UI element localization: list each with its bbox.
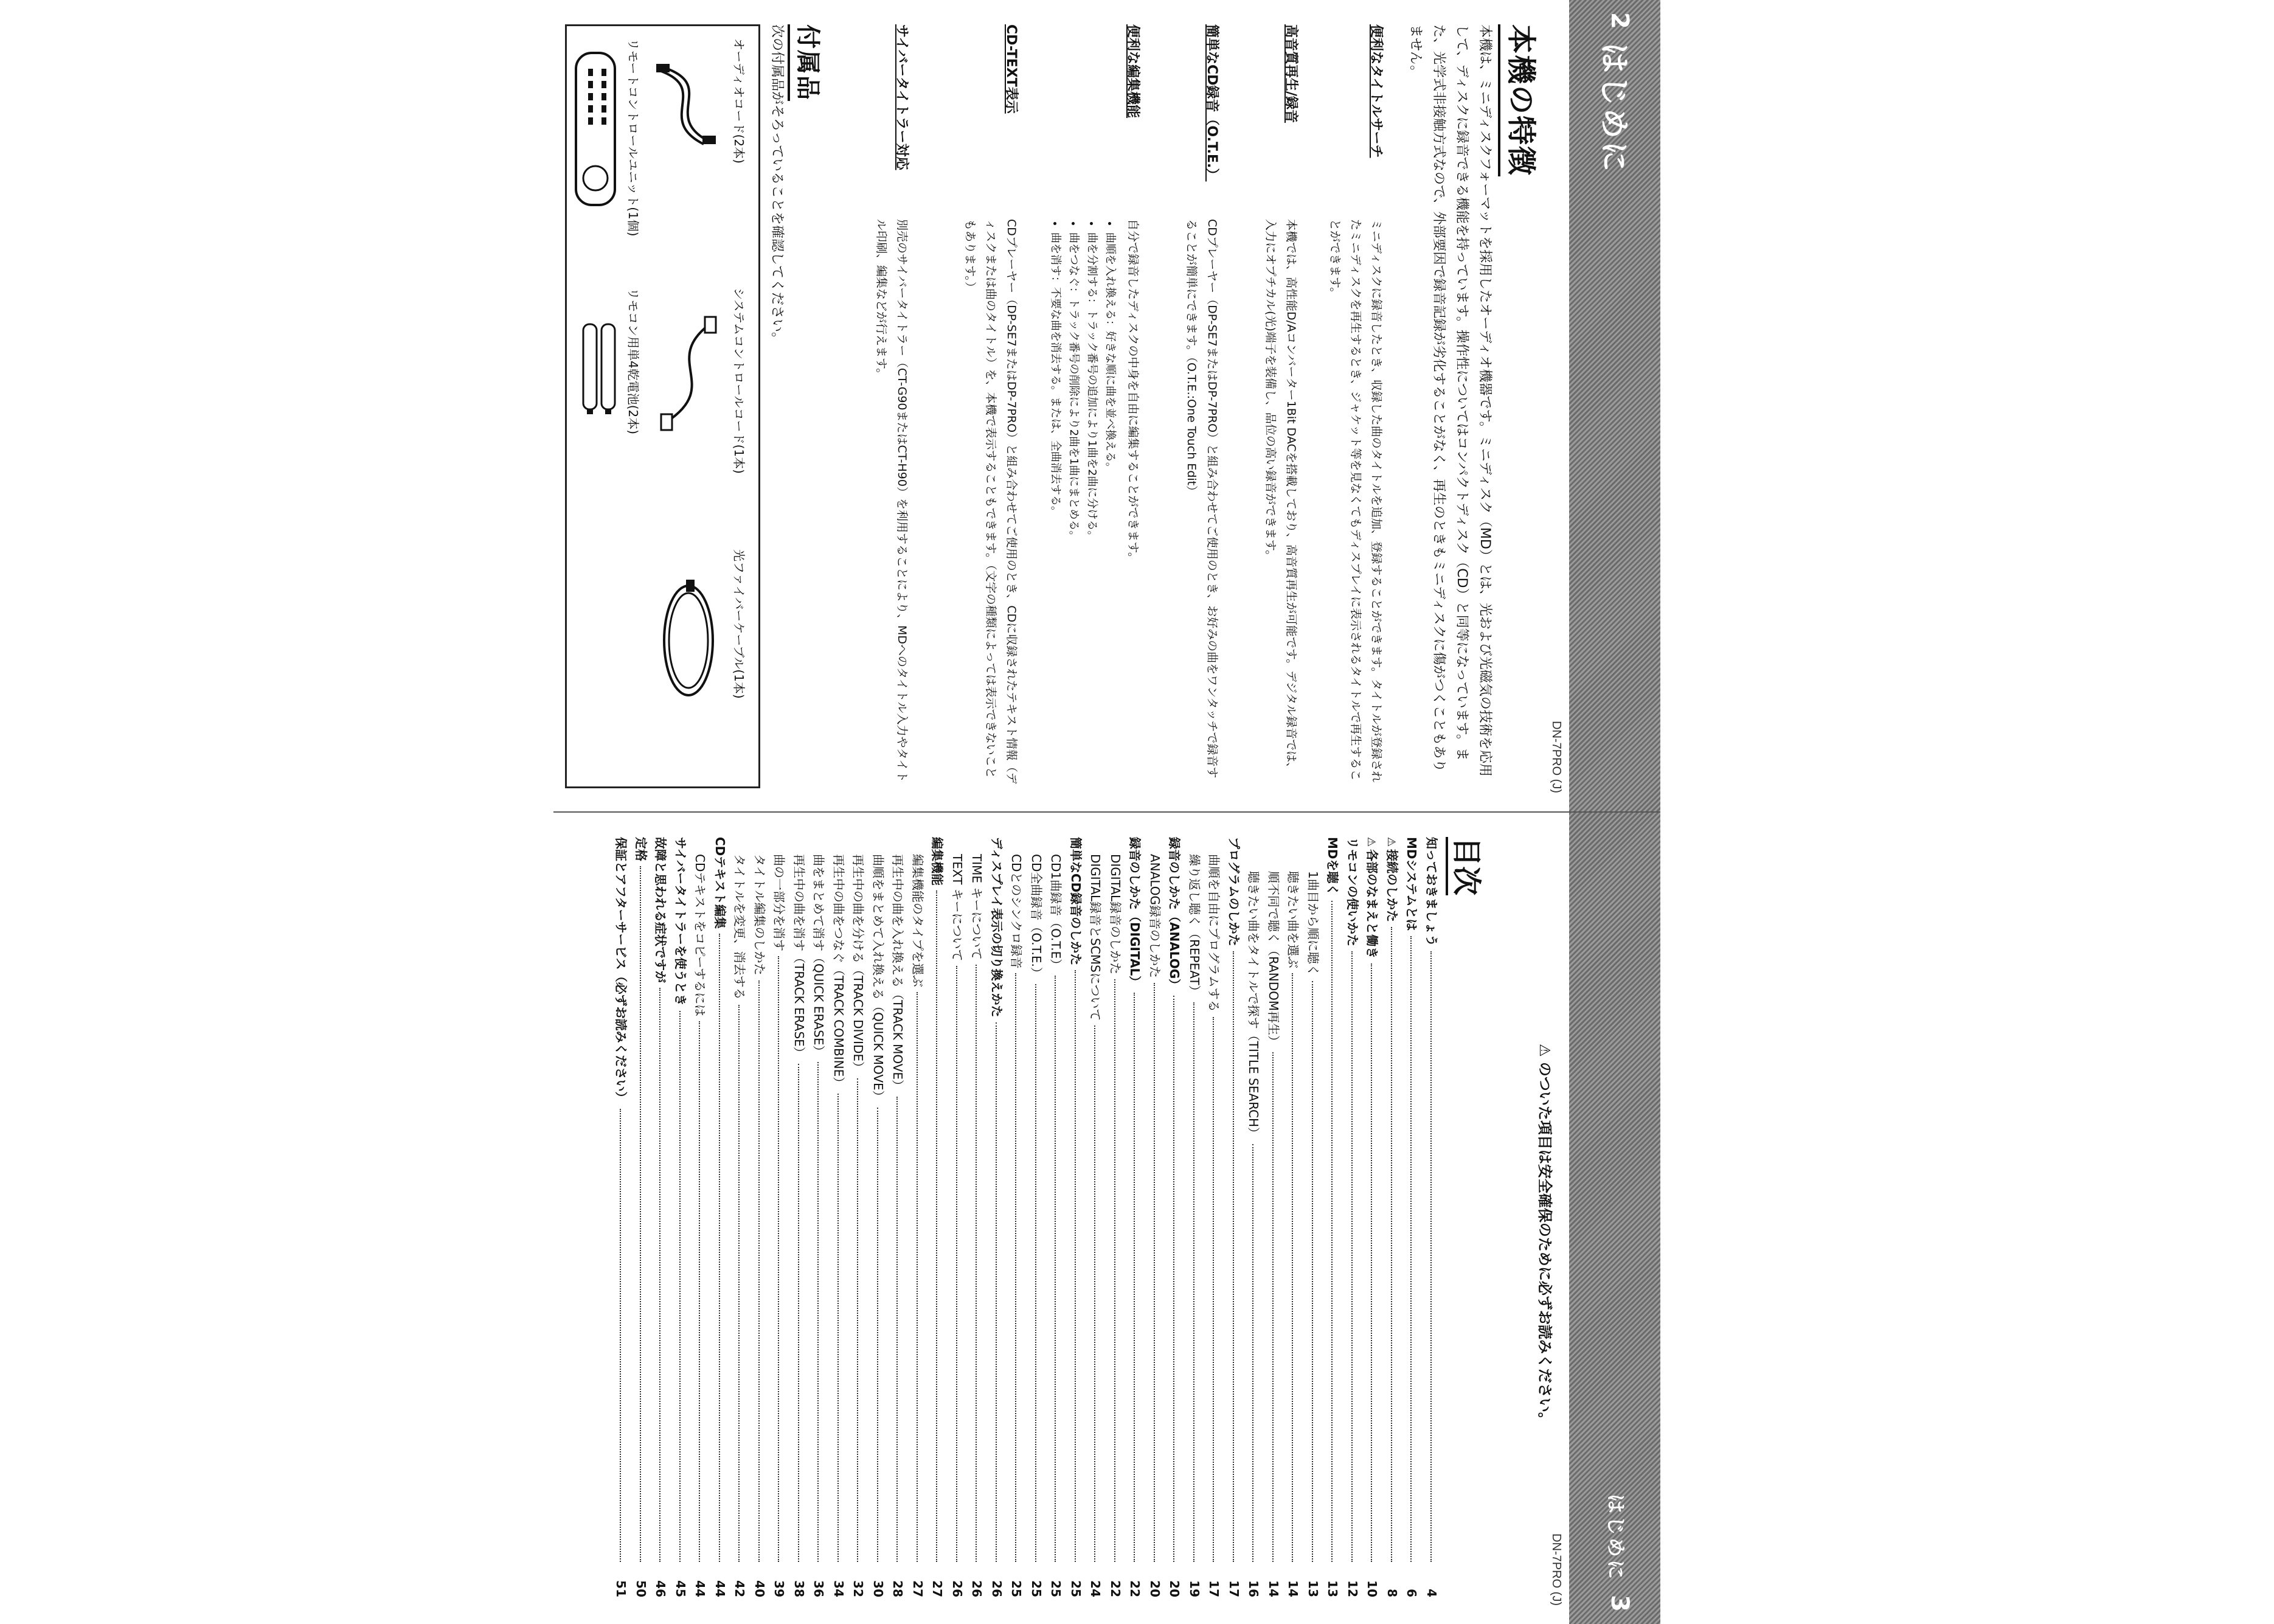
accessories-note: 次の付属品がそろっていることを確認してください。 — [769, 24, 785, 346]
toc-leader-dots — [1035, 984, 1036, 1562]
toc-label-text: 曲順を自由にプログラムする — [1207, 854, 1222, 1012]
toc-label — [1286, 837, 1303, 968]
toc-label-text: MDシステムとは — [1404, 837, 1420, 931]
toc-label-text: 順不同で聴く（RANDOM再生） — [1266, 871, 1281, 1048]
toc-label — [1325, 837, 1343, 896]
toc-label — [791, 837, 809, 1059]
feature-heading: 便利なタイトルサーチ — [1368, 24, 1384, 158]
page-header — [1569, 813, 1660, 1624]
right-page — [553, 811, 1660, 1624]
feature-text: CDプレーヤー（DP-SE7またはDP-7PRO）と組み合わせてご使用のとき、お好みの曲をワンタッチで録音することが簡単にできます。（O.T.E.:One Touch Edit） — [1185, 219, 1219, 779]
battery-icon — [577, 318, 620, 422]
toc-page-number: 19 — [1187, 1580, 1202, 1597]
section-title: 本機の特徴 — [1498, 24, 1545, 176]
toc-leader-dots — [1114, 979, 1115, 1562]
toc-page-number: 10 — [1365, 1580, 1380, 1597]
toc-label — [732, 837, 750, 1000]
toc-entry — [1283, 837, 1303, 1597]
toc-page-number: 16 — [1246, 1580, 1261, 1597]
toc-page-number: 27 — [910, 1580, 925, 1597]
toc-page-number: 12 — [1345, 1580, 1360, 1597]
toc-entry — [987, 837, 1007, 1597]
toc-leader-dots — [837, 1094, 839, 1562]
accessory-system-control-cord: システムコントロールコード(1本) — [732, 288, 746, 474]
toc-page-number: 40 — [752, 1580, 767, 1597]
toc-entry — [1422, 837, 1442, 1597]
toc-label-text: プログラムのしかた — [1227, 837, 1241, 946]
toc-label-text: 再生中の曲を消す（TRACK ERASE） — [792, 854, 806, 1059]
model-code: DN-7PRO (J) — [1550, 721, 1563, 793]
toc-leader-dots — [1075, 970, 1076, 1562]
toc-leader-dots — [956, 966, 957, 1562]
toc-entry — [1323, 837, 1343, 1597]
toc-label-text: MDを聴く — [1325, 837, 1340, 896]
toc-label — [831, 837, 848, 1089]
toc-label — [1068, 837, 1086, 965]
toc-leader-dots — [1154, 983, 1155, 1562]
toc-label — [1365, 837, 1382, 959]
page-number: 3 — [1606, 1595, 1634, 1612]
toc-entry — [1382, 837, 1402, 1597]
toc-page-number: 28 — [890, 1580, 906, 1597]
warning-icon: ⚠ — [1365, 837, 1378, 847]
toc-leader-dots — [719, 934, 720, 1562]
toc-label-text: 曲順をまとめて入れ換える（QUICK MOVE） — [871, 854, 886, 1103]
toc-label — [930, 837, 948, 886]
manual-spread — [553, 0, 1660, 1623]
toc-label-text: 再生中の曲を入れ換える（TRACK MOVE） — [890, 854, 906, 1092]
toc-entry — [730, 837, 750, 1597]
toc-page-number: 13 — [1306, 1580, 1320, 1597]
toc-label-text: ディスプレイ表示の切り換えかた — [990, 837, 1004, 1018]
toc-entry — [1027, 837, 1047, 1597]
toc-entry — [927, 837, 948, 1597]
feature-bullet: • 曲を分割する：トラック番号の追加により1曲を2曲に分ける。 — [1083, 232, 1101, 785]
toc-label — [614, 837, 631, 1104]
feature-bullet: • 曲をつなぐ：トラック番号の削除により2曲を1曲にまとめる。 — [1064, 232, 1083, 785]
toc-page-number: 20 — [1148, 1580, 1162, 1597]
toc-leader-dots — [1193, 1002, 1194, 1562]
toc-label-text: CDとのシンクロ録音 — [1009, 854, 1024, 969]
toc-entry — [690, 837, 710, 1597]
toc-leader-dots — [1371, 963, 1373, 1562]
toc-label-text: CD1曲録音（O.T.E） — [1049, 854, 1064, 971]
toc-leader-dots — [620, 1109, 622, 1562]
toc-leader-dots — [917, 992, 918, 1562]
toc-label-text: 簡単なCD録音のしかた — [1069, 837, 1083, 966]
toc-leader-dots — [1332, 901, 1333, 1562]
toc-leader-dots — [1292, 973, 1294, 1562]
toc-entry — [1303, 837, 1323, 1597]
toc-label — [1128, 837, 1145, 988]
left-page — [553, 0, 1660, 811]
feature-heading: 便利な編集機能 — [1125, 24, 1140, 119]
toc-label — [653, 837, 671, 983]
toc-entry — [1165, 837, 1185, 1597]
toc-title: 目次 — [1446, 837, 1490, 895]
toc-entry — [1244, 837, 1264, 1597]
toc-leader-dots — [679, 1011, 681, 1562]
toc-entry — [1106, 837, 1126, 1597]
toc-leader-dots — [660, 988, 661, 1562]
accessories-title: 付属品 — [788, 24, 827, 101]
toc-leader-dots — [1016, 973, 1017, 1562]
toc-page-number: 26 — [969, 1580, 985, 1597]
toc-label-text: 定格 — [634, 837, 648, 861]
toc-page-number: 25 — [1009, 1580, 1024, 1597]
toc-entry — [1046, 837, 1066, 1597]
toc-page-number: 38 — [792, 1580, 806, 1597]
toc-page-number: 32 — [851, 1580, 866, 1597]
toc-label-text: 聴きたい曲をタイトルで探す（TITLE SEARCH） — [1246, 871, 1261, 1139]
toc-leader-dots — [758, 980, 760, 1562]
feature-text: ミニディスクに録音したとき、収録した曲のタイトルを追加、登録することができます。タイトルが登録されたミニディスクを再生するとき、ジャケット等を見なくてもディスプレイに表示されるタイトルで再生することができます。 — [1328, 219, 1383, 783]
toc-label — [693, 837, 710, 1016]
toc-page-number: 44 — [693, 1580, 708, 1597]
toc-page-number: 39 — [772, 1580, 787, 1597]
header-title: はじめに — [1604, 1493, 1628, 1581]
toc-label — [1305, 837, 1323, 976]
toc-label-text: 聴きたい曲を選ぶ — [1286, 871, 1301, 968]
toc-entry — [868, 837, 889, 1597]
toc-page-number: 25 — [1069, 1580, 1083, 1597]
toc-label — [1049, 837, 1066, 971]
toc-page-number: 26 — [950, 1580, 965, 1597]
feature-heading: 簡単なCD録音（O.T.E.） — [1204, 24, 1219, 182]
toc-page-number: 36 — [811, 1580, 827, 1597]
feature-body — [1181, 219, 1222, 785]
toc-entry — [888, 837, 908, 1597]
toc-page-number: 25 — [1049, 1580, 1064, 1597]
accessory-batteries: リモコン用単4乾電池(2本) — [626, 288, 640, 435]
toc-label — [673, 837, 690, 1006]
toc-label-text: リモコンの使いかた — [1345, 837, 1360, 946]
toc-page-number: 17 — [1207, 1580, 1222, 1597]
toc-label-text: TIME キーについて — [969, 854, 985, 960]
toc-label — [1424, 837, 1441, 946]
toc-label-text: タイトル編集のしかた — [752, 854, 767, 976]
toc-label — [1345, 837, 1362, 946]
feature-text: 別売のサイバータイトラー（CT-G90またはCT-H90）を利用することにより、MDへのタイトル入力やタイトル印刷、編集などが行えます。 — [875, 219, 909, 783]
feature-body — [1260, 219, 1302, 785]
toc-label — [1009, 837, 1027, 968]
toc-page-number: 50 — [634, 1580, 648, 1597]
feature-body — [871, 219, 912, 785]
optical-cable-icon — [655, 574, 722, 707]
toc-leader-dots — [1174, 996, 1175, 1562]
feature-heading: CD-TEXT表示 — [1004, 24, 1019, 114]
toc-entry — [611, 837, 631, 1597]
toc-label-text: 曲の一部分を消す — [772, 854, 787, 951]
toc-leader-dots — [1391, 927, 1392, 1562]
toc-leader-dots — [1411, 936, 1412, 1562]
audio-cord-icon — [655, 63, 722, 148]
toc-label-text: 各部のなまえと働き — [1365, 849, 1380, 959]
toc-entry — [769, 837, 789, 1597]
accessories-box — [565, 24, 760, 788]
toc-entry — [1362, 837, 1382, 1597]
toc-page-number: 8 — [1385, 1589, 1399, 1597]
toc-leader-dots — [858, 1078, 859, 1562]
toc-label — [1167, 837, 1185, 991]
accessory-remote-control: リモートコントロールユニット(1個) — [626, 38, 640, 237]
toc-entry — [1007, 837, 1027, 1597]
toc-entry — [809, 837, 829, 1597]
toc-page-number: 46 — [653, 1580, 668, 1597]
toc-page-number: 34 — [831, 1580, 846, 1597]
toc-entry — [908, 837, 928, 1597]
toc-entry — [829, 837, 849, 1597]
toc-leader-dots — [1213, 1017, 1215, 1562]
toc-leader-dots — [818, 1062, 819, 1562]
toc-leader-dots — [996, 1022, 997, 1562]
toc-label-text: DIGITAL録音のしかた — [1108, 854, 1123, 975]
accessory-audio-cord: オーディオコード(2本) — [732, 38, 746, 164]
accessory-optical-cable: 光ファイバーケーブル(1本) — [732, 549, 746, 699]
toc-label — [1088, 837, 1106, 1021]
toc-label-text: 故障と思われる症状ですが — [653, 837, 668, 983]
toc-entry — [651, 837, 671, 1597]
toc-leader-dots — [798, 1064, 799, 1562]
warning-icon: ⚠ — [1385, 837, 1398, 847]
toc-label-text: 知っておきましょう — [1424, 837, 1439, 946]
toc-label — [1108, 837, 1125, 974]
toc-entry — [948, 837, 968, 1597]
toc-label — [1384, 837, 1402, 922]
toc-leader-dots — [640, 866, 641, 1562]
toc-entry — [1402, 837, 1422, 1597]
toc-label — [1266, 837, 1283, 1047]
toc-page-number: 26 — [990, 1580, 1004, 1597]
toc-leader-dots — [1312, 981, 1313, 1562]
toc-leader-dots — [1095, 1025, 1096, 1562]
page-header — [1569, 0, 1660, 811]
toc-page-number: 30 — [871, 1580, 886, 1597]
toc-label-text: 保証とアフターサービス（必ずお読みください） — [614, 837, 629, 1104]
toc-entry — [710, 837, 730, 1597]
safety-note: ⚠ のついた項目は安全確保のために必ずお読みください。 — [1536, 1044, 1553, 1427]
toc-leader-dots — [937, 890, 938, 1562]
toc-leader-dots — [1233, 951, 1234, 1562]
toc-label — [1246, 837, 1264, 1139]
toc-leader-dots — [1253, 1144, 1254, 1562]
toc-label — [890, 837, 908, 1092]
toc-label — [949, 837, 967, 961]
toc-entry — [1145, 837, 1165, 1597]
toc-page-number: 6 — [1404, 1589, 1420, 1597]
feature-body — [1325, 219, 1387, 785]
toc-label-text: CDテキスト編集 — [713, 837, 727, 929]
toc-entry — [1185, 837, 1205, 1597]
toc-label-text: サイバータイトラーを使うとき — [673, 837, 688, 1006]
toc-label-text: 繰り返し聴く（REPEAT） — [1187, 854, 1202, 998]
toc-label — [633, 837, 651, 861]
toc-page-number: 51 — [614, 1580, 629, 1597]
toc-label-text: 1曲目から順に聴く — [1306, 871, 1320, 976]
toc-label — [870, 837, 888, 1103]
toc-leader-dots — [1351, 951, 1353, 1562]
toc-label — [989, 837, 1007, 1018]
toc-entry — [1125, 837, 1145, 1597]
toc-leader-dots — [739, 1005, 740, 1562]
toc-label-text: 編集機能のタイプを選ぶ — [910, 854, 925, 987]
page-number: 2 — [1606, 12, 1634, 29]
toc-label-text: DIGITAL録音とSCMSについて — [1088, 854, 1103, 1021]
feature-bullets — [1046, 219, 1119, 785]
toc-entry — [750, 837, 770, 1597]
toc-entry — [631, 837, 651, 1597]
toc-leader-dots — [976, 965, 977, 1562]
toc-label — [772, 837, 789, 951]
toc-label — [1207, 837, 1224, 1012]
toc-entry — [1086, 837, 1106, 1597]
toc-page-number: 27 — [930, 1580, 945, 1597]
feature-heading: サイバータイトラー対応 — [894, 24, 909, 170]
toc-page-number: 17 — [1227, 1580, 1241, 1597]
toc-entry — [1204, 837, 1224, 1597]
toc-leader-dots — [1055, 976, 1056, 1562]
feature-body — [1046, 219, 1143, 785]
header-title: はじめに — [1596, 43, 1632, 174]
toc-page-number: 20 — [1167, 1580, 1182, 1597]
toc-label-text: タイトルを変更、消去する — [732, 854, 747, 1000]
toc-label-text: CDテキストをコピーするには — [693, 854, 708, 1017]
table-of-contents — [611, 837, 1441, 1597]
toc-page-number: 13 — [1325, 1580, 1340, 1597]
toc-label-text: 曲をまとめて消す（QUICK ERASE） — [811, 854, 827, 1058]
toc-label — [1187, 837, 1204, 998]
feature-bullet: • 曲順を入れ換える：好きな順に曲を並べ換える。 — [1101, 232, 1119, 785]
toc-page-number: 44 — [713, 1580, 727, 1597]
toc-page-number: 24 — [1088, 1580, 1103, 1597]
toc-label-text: CD全曲録音（O.T.E.） — [1029, 854, 1044, 979]
feature-text: 自分で録音したディスクの中身を自由に編集することができます。 — [1126, 219, 1140, 564]
feature-bullet: • 曲を消す：不要な曲を消去する。または、全曲消去する。 — [1046, 232, 1064, 785]
toc-label — [851, 837, 868, 1074]
toc-page-number: 25 — [1029, 1580, 1044, 1597]
toc-label-text: 接続のしかた — [1385, 849, 1399, 923]
feature-text: CDプレーヤー（DP-SE7またはDP-7PRO）と組み合わせてご使用のとき、CDに収録されたテキスト情報（ディスクまたは曲のタイトル）を、本機で表示することもできます。（文字の種類によっては表示できないこともあります。） — [963, 219, 1018, 784]
toc-leader-dots — [1272, 1052, 1274, 1562]
toc-label — [910, 837, 927, 987]
remote-control-icon — [571, 50, 620, 209]
toc-label — [1226, 837, 1244, 946]
toc-page-number: 14 — [1266, 1580, 1281, 1597]
toc-label — [969, 837, 987, 960]
system-control-cord-icon — [655, 312, 722, 434]
toc-label-text: 録音のしかた（DIGITAL） — [1128, 837, 1143, 988]
toc-leader-dots — [877, 1108, 878, 1562]
toc-leader-dots — [699, 1021, 701, 1562]
intro-paragraph: 本機は、ミニディスクフォーマットを採用したオーディオ機器です。ミニディスク（MD）とは、光および光磁気の技術を応用して、ディスクに録音できる機能を持っています。操作性についてはコンパクトディスク（CD）と同等になっています。また、光学式非接触方式なので、外部要因で録音記録が劣化することがなく、再生のときもミニディスクに傷がつくこともありません。 — [1408, 24, 1492, 777]
toc-label-text: 録音のしかた（ANALOG） — [1167, 837, 1182, 991]
toc-label-text: 編集機能 — [930, 837, 945, 886]
toc-page-number: 4 — [1424, 1589, 1439, 1597]
toc-leader-dots — [778, 956, 780, 1562]
toc-page-number: 22 — [1128, 1580, 1143, 1597]
toc-label-text: 再生中の曲をつなぐ（TRACK COMBINE） — [831, 854, 846, 1089]
toc-entry — [967, 837, 987, 1597]
toc-entry — [848, 837, 868, 1597]
toc-page-number: 22 — [1108, 1580, 1123, 1597]
toc-leader-dots — [1134, 993, 1135, 1562]
toc-leader-dots — [1430, 951, 1432, 1562]
toc-label — [752, 837, 769, 976]
toc-entry — [1224, 837, 1244, 1597]
toc-leader-dots — [897, 1097, 898, 1562]
toc-label-text: 再生中の曲を分ける（TRACK DIVIDE） — [851, 854, 866, 1074]
toc-entry — [1066, 837, 1086, 1597]
toc-page-number: 14 — [1286, 1580, 1301, 1597]
toc-label — [1028, 837, 1046, 979]
toc-page-number: 45 — [673, 1580, 688, 1597]
toc-label — [712, 837, 730, 929]
toc-label-text: TEXT キーについて — [950, 854, 965, 962]
feature-body — [960, 219, 1022, 785]
toc-label — [1147, 837, 1165, 978]
toc-page-number: 42 — [732, 1580, 747, 1597]
toc-entry — [1264, 837, 1284, 1597]
toc-label — [811, 837, 829, 1057]
feature-text: 本機では、高性能D/Aコンバーター1Bit DACを搭載しており、高音質再生が可能です。デジタル録音では、入力にオプチカル(光)端子を装備し、品位の高い録音ができます。 — [1264, 219, 1298, 774]
model-code: DN-7PRO (J) — [1550, 1533, 1563, 1606]
toc-entry — [671, 837, 691, 1597]
toc-label — [1404, 837, 1422, 931]
toc-entry — [1343, 837, 1363, 1597]
toc-label-text: ANALOG録音のしかた — [1148, 854, 1162, 978]
feature-heading: 高音質再生/録音 — [1283, 24, 1298, 123]
toc-entry — [789, 837, 809, 1597]
